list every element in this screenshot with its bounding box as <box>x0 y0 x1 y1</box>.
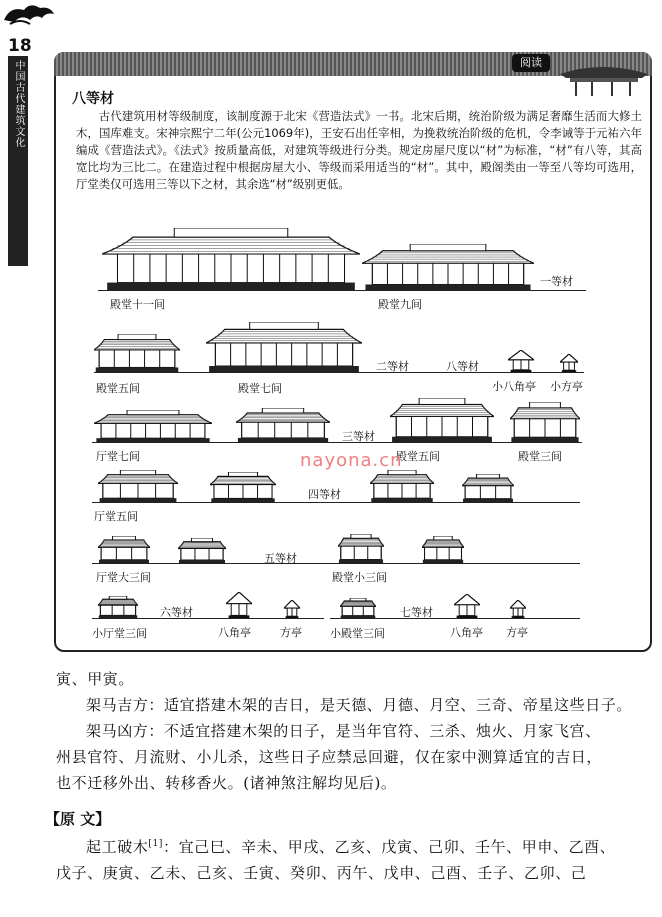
label-small-square-pavilion: 小方亭 <box>550 380 583 393</box>
label-small-hall-3-bays: 殿堂小三间 <box>332 571 387 584</box>
side-band-text: 中国古代建筑文化 <box>13 60 24 148</box>
building-octagonal-pavilion-drawing <box>226 592 252 618</box>
building-hall-5-bays-drawing <box>94 334 180 372</box>
building-small-hall-3-bays-c <box>340 598 376 618</box>
panel-tag: 阅读 <box>512 54 550 72</box>
building-hall-7-bays <box>206 322 362 372</box>
ground-line <box>92 618 324 619</box>
label-octagonal-pavilion: 八角亭 <box>218 626 251 639</box>
body-line-1: 寅、甲寅。 <box>56 670 135 688</box>
label-small-hall-3-bays-c: 小殿堂三间 <box>330 627 385 640</box>
building-hall-house-large-3-bays-b <box>178 538 226 563</box>
building-hall-house-large-3-bays-b-drawing <box>178 538 226 563</box>
label-square-pavilion: 方亭 <box>280 626 302 639</box>
building-hall-3-bays-d-drawing <box>462 474 514 502</box>
building-small-octagonal-pavilion-drawing <box>508 350 534 372</box>
building-hall-house-7-bays-b <box>236 408 330 442</box>
ground-line <box>94 372 584 373</box>
label-square-pavilion-b: 方亭 <box>506 626 528 639</box>
building-hall-house-7-bays-b-drawing <box>236 408 330 442</box>
building-hall-5-bays <box>94 334 180 372</box>
building-small-hall-3-bays-c-drawing <box>340 598 376 618</box>
body-line-6 <box>86 836 615 857</box>
building-hall-7-bays-drawing <box>206 322 362 372</box>
building-hall-5-bays-b-drawing <box>390 398 494 442</box>
label-hall-5-bays: 殿堂五间 <box>96 382 140 395</box>
building-small-hall-3-bays-b-drawing <box>422 536 464 563</box>
intro-paragraph: 古代建筑用材等级制度，该制度源于北宋《营造法式》一书。北宋后期，统治阶级为满足奢靡生活而大修土木，国库难支。宋神宗熙宁二年(公元1069年)，王安石出任宰相，为挽救统治阶级的危机，令李诫等于元祐六年编成《营造法式》。《法式》按质量高低，对建筑等级进行分类。规定房屋尺度以“材”为标准，“材”有八等，其高宽比均为三比二。在建造过程中根据房屋大小、等级而采用适当的“材”。其中，殿阁类由一等至八等均可选用，厅堂类仅可选用三等以下之材，其余选“材”级别更低。 <box>76 109 642 191</box>
label-hall-5-bays-b: 殿堂五间 <box>396 450 440 463</box>
label-octagonal-pavilion-b: 八角亭 <box>450 626 483 639</box>
watermark: nayona.cn <box>300 450 403 471</box>
building-hall-house-7-bays <box>94 410 212 442</box>
ground-line <box>92 502 580 503</box>
label-hall-11-bays: 殿堂十一间 <box>110 298 165 311</box>
building-hall-3-bays-drawing <box>510 402 580 442</box>
body-line-5: 也不迁移外出、转移香火。(诸神煞注解均见后)。 <box>56 774 397 792</box>
body-line-6-prefix: 起工破木 <box>86 838 149 856</box>
building-square-pavilion-b-drawing <box>510 600 526 618</box>
building-hall-11-bays <box>102 228 360 290</box>
cloud-ornament-icon <box>0 0 60 34</box>
building-hall-house-5-bays <box>98 470 178 502</box>
label-hall-house-5-bays: 厅堂五间 <box>94 510 138 523</box>
building-small-square-pavilion-drawing <box>560 354 578 372</box>
building-hall-house-7-bays-drawing <box>94 410 212 442</box>
grade-label-5: 五等材 <box>264 552 297 565</box>
building-small-hall-house-3-bays <box>98 596 138 618</box>
label-hall-9-bays: 殿堂九间 <box>378 298 422 311</box>
label-hall-7-bays: 殿堂七间 <box>238 382 282 395</box>
building-hall-house-5-bays-drawing <box>98 470 178 502</box>
building-hall-house-large-3-bays <box>98 536 150 563</box>
building-hall-3-bays-c <box>370 470 434 502</box>
building-hall-9-bays <box>362 244 534 290</box>
grade-label-3: 三等材 <box>342 430 375 443</box>
ground-line <box>98 290 586 291</box>
building-hall-house-5-bays-b-drawing <box>210 472 276 502</box>
original-text-heading: 【原 文】 <box>45 810 111 828</box>
building-hall-3-bays <box>510 402 580 442</box>
grade-label-2: 二等材 <box>376 360 409 373</box>
grade-label-8: 八等材 <box>446 360 479 373</box>
building-hall-house-5-bays-b <box>210 472 276 502</box>
building-octagonal-pavilion-b-drawing <box>454 594 480 618</box>
building-hall-9-bays-drawing <box>362 244 534 290</box>
building-hall-3-bays-c-drawing <box>370 470 434 502</box>
body-line-4: 州县官符、月流财、小儿杀，这些日子应禁忌回避，仅在家中测算适宜的吉日， <box>56 748 603 766</box>
building-small-hall-house-3-bays-drawing <box>98 596 138 618</box>
grade-label-7: 七等材 <box>400 606 433 619</box>
building-small-hall-3-bays <box>338 534 384 563</box>
pavilion-ornament-icon <box>552 58 652 98</box>
grade-label-1: 一等材 <box>540 275 573 288</box>
building-small-hall-3-bays-drawing <box>338 534 384 563</box>
building-square-pavilion-drawing <box>284 600 300 618</box>
label-hall-house-7-bays: 厅堂七间 <box>96 450 140 463</box>
grade-label-4: 四等材 <box>308 488 341 501</box>
ground-line <box>92 563 580 564</box>
section-title: 八等材 <box>72 91 114 107</box>
building-hall-11-bays-drawing <box>102 228 360 290</box>
side-band <box>8 56 28 266</box>
page-number: 18 <box>8 36 32 56</box>
label-hall-house-large-3-bays: 厅堂大三间 <box>96 571 151 584</box>
building-octagonal-pavilion-b <box>454 594 480 618</box>
building-square-pavilion <box>284 600 300 618</box>
building-small-hall-3-bays-b <box>422 536 464 563</box>
body-line-7: 戊子、庚寅、乙未、己亥、壬寅、癸卯、丙午、戊申、己酉、壬子、乙卯、己 <box>56 864 587 882</box>
body-line-2: 架马吉方：适宜搭建木架的吉日，是天德、月德、月空、三奇、帝星这些日子。 <box>86 696 633 714</box>
building-small-square-pavilion <box>560 354 578 372</box>
building-octagonal-pavilion <box>226 592 252 618</box>
building-hall-house-large-3-bays-drawing <box>98 536 150 563</box>
ground-line <box>92 442 582 443</box>
building-hall-5-bays-b <box>390 398 494 442</box>
building-square-pavilion-b <box>510 600 526 618</box>
body-line-3: 架马凶方：不适宜搭建木架的日子，是当年官符、三杀、烛火、月家飞宫、 <box>86 722 601 740</box>
building-hall-3-bays-d <box>462 474 514 502</box>
label-hall-3-bays: 殿堂三间 <box>518 450 562 463</box>
body-line-6-text: ：宜己巳、辛未、甲戌、乙亥、戊寅、己卯、壬午、甲申、乙酉、 <box>162 838 616 856</box>
label-small-hall-house-3-bays: 小厅堂三间 <box>92 627 147 640</box>
grade-label-6: 六等材 <box>160 606 193 619</box>
building-small-octagonal-pavilion <box>508 350 534 372</box>
label-small-octagonal-pavilion: 小八角亭 <box>492 380 536 393</box>
ground-line <box>330 618 580 619</box>
footnote-marker: [1] <box>148 839 163 849</box>
